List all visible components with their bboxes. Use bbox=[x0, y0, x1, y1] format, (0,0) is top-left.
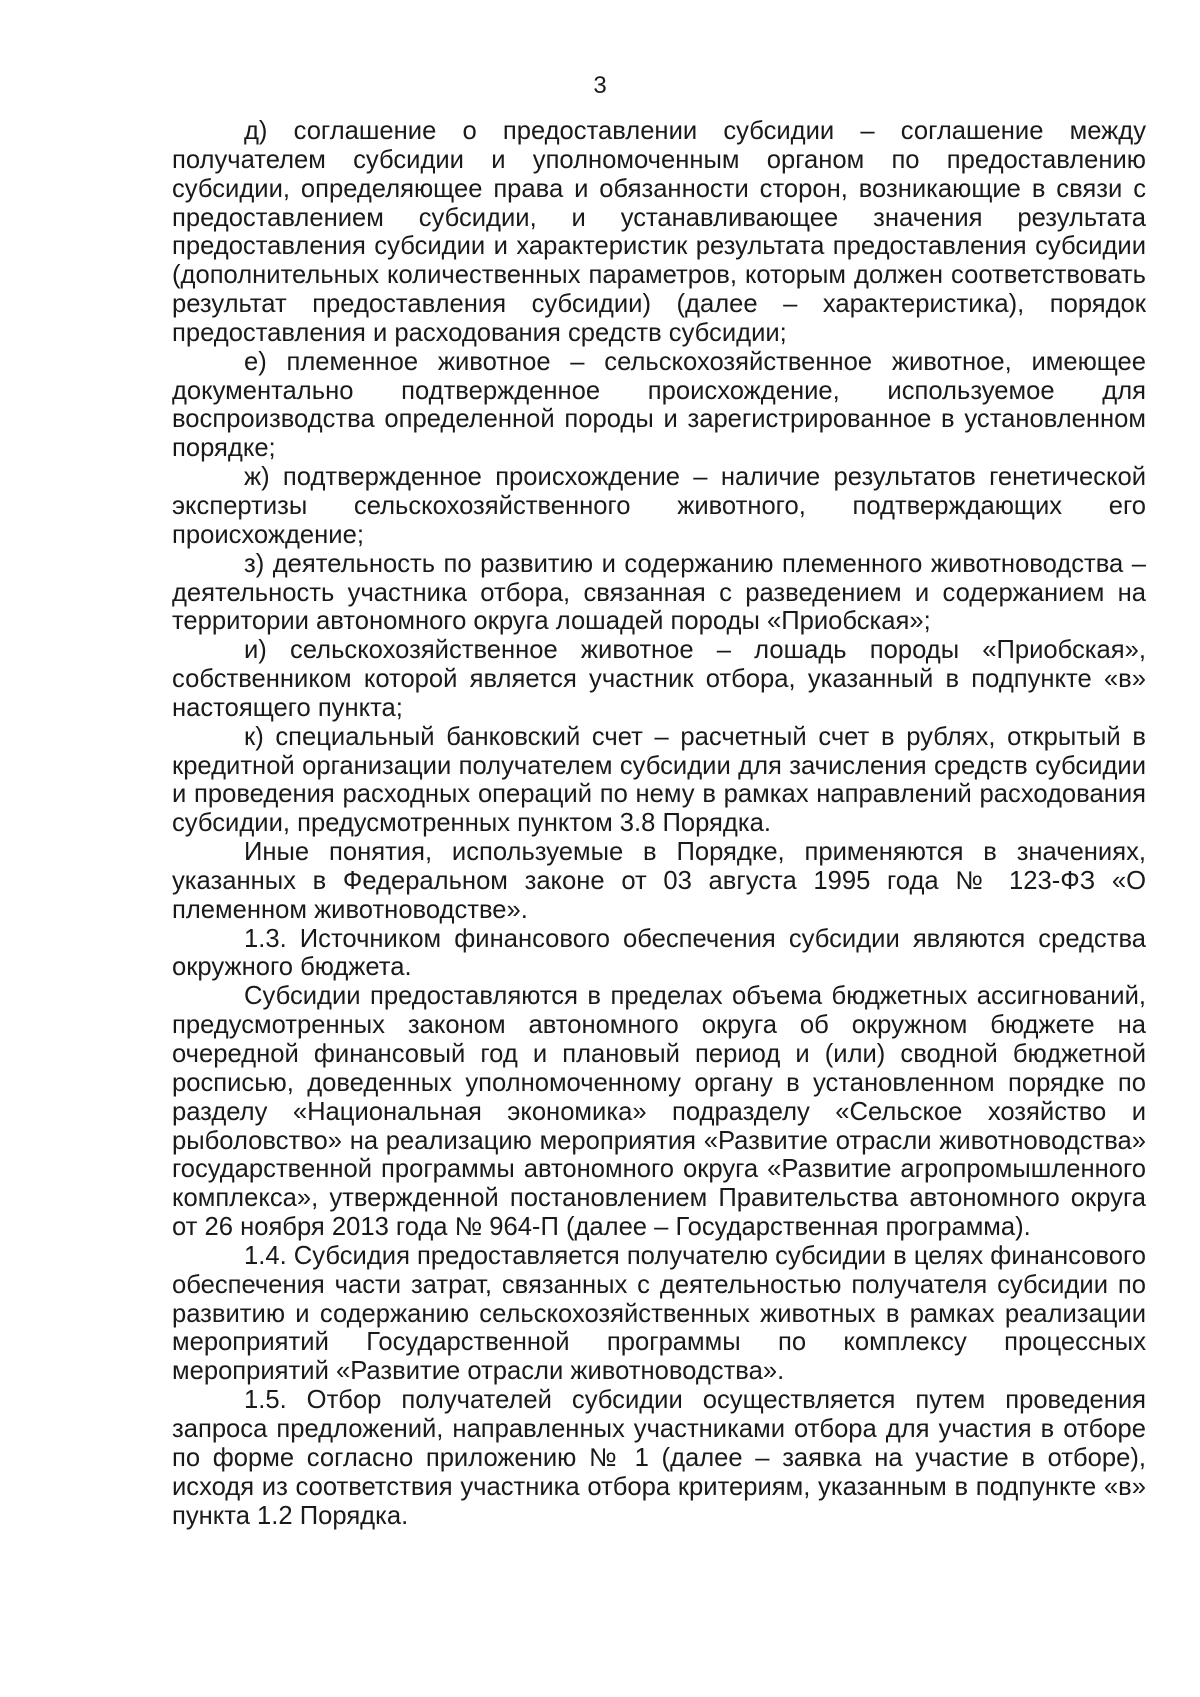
page-number: 3 bbox=[593, 72, 607, 99]
paragraph-subsidies-limits: Субсидии предоставляются в пределах объема бюджетных ассигнований, предусмотренных законом автономного округа об окружном бюджете на очередной финансовый год и плановый период и (или) сводной бюджетной росписью, доведенных уполномоченному органу в установленном порядке по разделу «Национальная экономика» подразделу «Сельское хозяйство и рыболовство» на реализацию мероприятия «Развитие отрасли животноводства» государственной программы автономного округа «Развитие агропромышленного комплекса», утвержденной постановлением Правительства автономного округа от 26 ноября 2013 года № 964-П (далее – Государственная программа). bbox=[172, 982, 1146, 1242]
paragraph-definition-d: д) соглашение о предоставлении субсидии – соглашение между получателем субсидии и уполномоченным органом по предоставлению субсидии, определяющее права и обязанности сторон, возникающие в связи с предоставлением субсидии, и устанавливающее значения результата предоставления субсидии и характеристик результата предоставления субсидии (дополнительных количественных параметров, которым должен соответствовать результат предоставления субсидии) (далее – характеристика), порядок предоставления и расходования средств субсидии; bbox=[172, 117, 1146, 347]
paragraph-1-5: 1.5. Отбор получателей субсидии осуществляется путем проведения запроса предложений, направленных участниками отбора для участия в отборе по форме согласно приложению № 1 (далее – заявка на участие в отборе), исходя из соответствия участника отбора критериям, указанным в подпункте «в» пункта 1.2 Порядка. bbox=[172, 1386, 1146, 1530]
paragraph-definition-k: к) специальный банковский счет – расчетный счет в рублях, открытый в кредитной организации получателем субсидии для зачисления средств субсидии и проведения расходных операций по нему в рамках направлений расходования субсидии, предусмотренных пунктом 3.8 Порядка. bbox=[172, 722, 1146, 838]
paragraph-definition-i: и) сельскохозяйственное животное – лошадь породы «Приобская», собственником которой является участник отбора, указанный в подпункте «в» настоящего пункта; bbox=[172, 636, 1146, 722]
paragraph-other-terms: Иные понятия, используемые в Порядке, применяются в значениях, указанных в Федеральном законе от 03 августа 1995 года № 123-ФЗ «О племенном животноводстве». bbox=[172, 838, 1146, 924]
paragraph-definition-zh: ж) подтвержденное происхождение – наличие результатов генетической экспертизы сельскохозяйственного животного, подтверждающих его происхождение; bbox=[172, 463, 1146, 549]
document-body bbox=[172, 117, 1146, 1530]
paragraph-1-4: 1.4. Субсидия предоставляется получателю субсидии в целях финансового обеспечения части затрат, связанных с деятельностью получателя субсидии по развитию и содержанию сельскохозяйственных животных в рамках реализации мероприятий Государственной программы по комплексу процессных мероприятий «Развитие отрасли животноводства». bbox=[172, 1241, 1147, 1386]
paragraph-1-3: 1.3. Источником финансового обеспечения субсидии являются средства окружного бюджета. bbox=[172, 924, 1146, 982]
paragraph-definition-e: е) племенное животное – сельскохозяйственное животное, имеющее документально подтвержденное происхождение, используемое для воспроизводства определенной породы и зарегистрированное в установленном порядке; bbox=[172, 347, 1146, 463]
paragraph-definition-z: з) деятельность по развитию и содержанию племенного животноводства – деятельность участника отбора, связанная с разведением и содержанием на территории автономного округа лошадей породы «Приобская»; bbox=[172, 549, 1146, 636]
